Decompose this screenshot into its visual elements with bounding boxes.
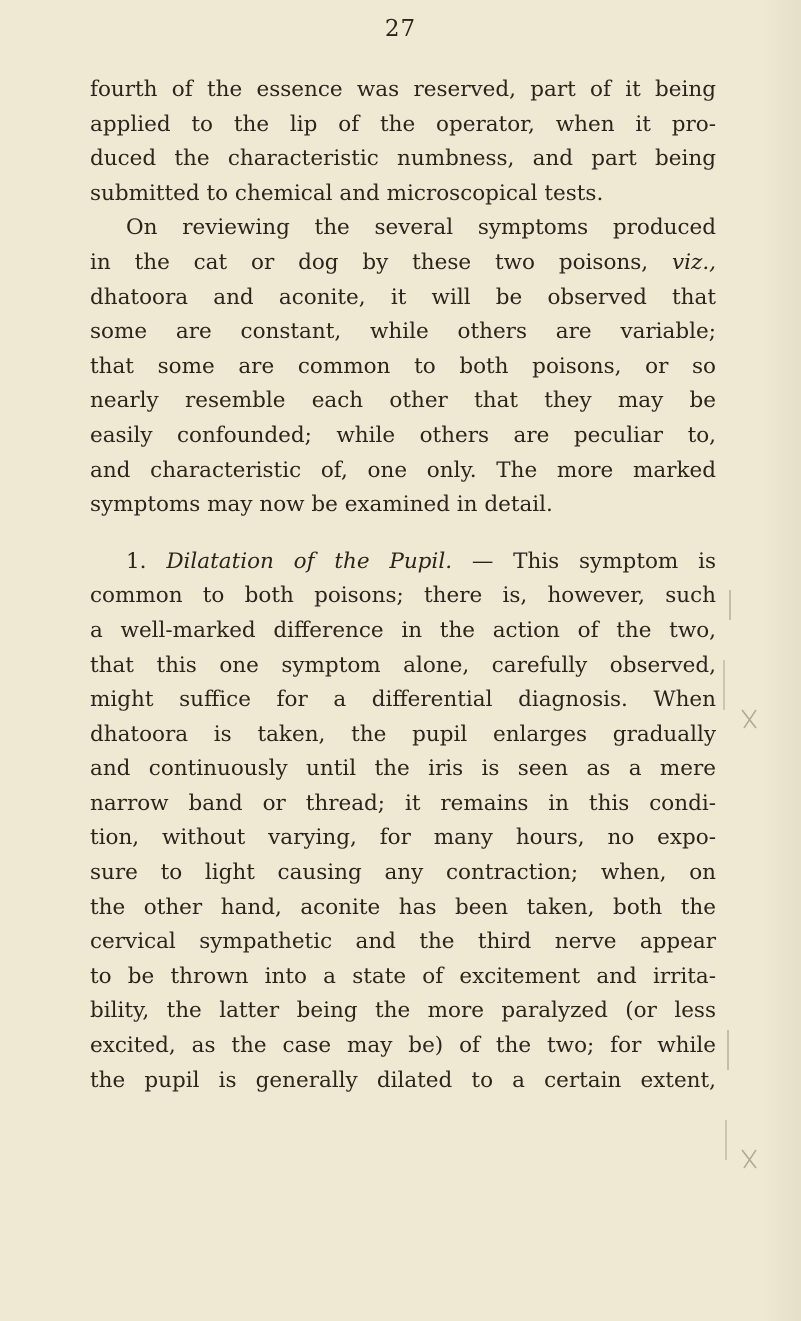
text-line: easily confounded; while others are peculiar to, <box>90 422 716 448</box>
text-line: sure to light causing any contraction; when, on <box>90 860 716 886</box>
text-line-with-italic <box>90 246 716 281</box>
text-line: excited, as the case may be) of the two; for while <box>90 1033 716 1059</box>
text-line: and characteristic of, one only. The more marked <box>90 457 716 483</box>
text-line: dhatoora is taken, the pupil enlarges gradually <box>90 721 716 747</box>
paragraph-3 <box>90 545 716 1099</box>
text-line: nearly resemble each other that they may be <box>90 388 716 414</box>
text-line: duced the characteristic numbness, and part being <box>90 146 716 172</box>
text-line: narrow band or thread; it remains in this condi- <box>90 790 716 816</box>
text-line: the pupil is generally dilated to a certain extent, <box>90 1067 716 1093</box>
text-line: common to both poisons; there is, however, such <box>90 583 716 609</box>
text-line: to be thrown into a state of excitement and irrita- <box>90 963 716 989</box>
section-title: Dilatation of the Pupil. <box>166 548 453 574</box>
text-line: some are constant, while others are variable; <box>90 319 716 345</box>
text-line: tion, without varying, for many hours, no expo- <box>90 825 716 851</box>
text-line: fourth of the essence was reserved, part of it being <box>90 77 716 102</box>
margin-scan-marks <box>720 560 780 1200</box>
text-line: submitted to chemical and microscopical tests. <box>90 180 604 206</box>
paragraph-1 <box>90 73 716 211</box>
paragraph-2 <box>90 211 716 522</box>
text-line: might suffice for a differential diagnosis. When <box>90 687 716 713</box>
text-line: and continuously until the iris is seen as a mere <box>90 756 716 782</box>
text-line: bility, the latter being the more paralyzed (or less <box>90 998 716 1024</box>
text-line: a well-marked difference in the action of the two, <box>90 617 716 643</box>
text-line: symptoms may now be examined in detail. <box>90 492 553 518</box>
section-heading-line <box>90 545 716 580</box>
text-segment: in the cat or dog by these two poisons, <box>90 249 649 275</box>
text-line: dhatoora and aconite, it will be observed that <box>90 284 716 310</box>
italic-abbreviation: viz., <box>671 249 716 275</box>
paragraph-spacer <box>90 523 716 545</box>
text-line: that some are common to both poisons, or so <box>90 353 716 379</box>
text-line: On reviewing the several symptoms produced <box>126 215 716 241</box>
text-line: applied to the lip of the operator, when it pro- <box>90 111 716 137</box>
scan-artifact-marks <box>720 560 780 1200</box>
section-number: 1. <box>126 548 147 574</box>
text-line: the other hand, aconite has been taken, both the <box>90 894 716 920</box>
text-line: that this one symptom alone, carefully observed, <box>90 652 716 678</box>
section-heading-rest: — This symptom is <box>452 548 716 574</box>
body-text <box>90 73 716 1098</box>
page-number: 27 <box>384 16 417 42</box>
text-line: cervical sympathetic and the third nerve appear <box>90 929 716 955</box>
